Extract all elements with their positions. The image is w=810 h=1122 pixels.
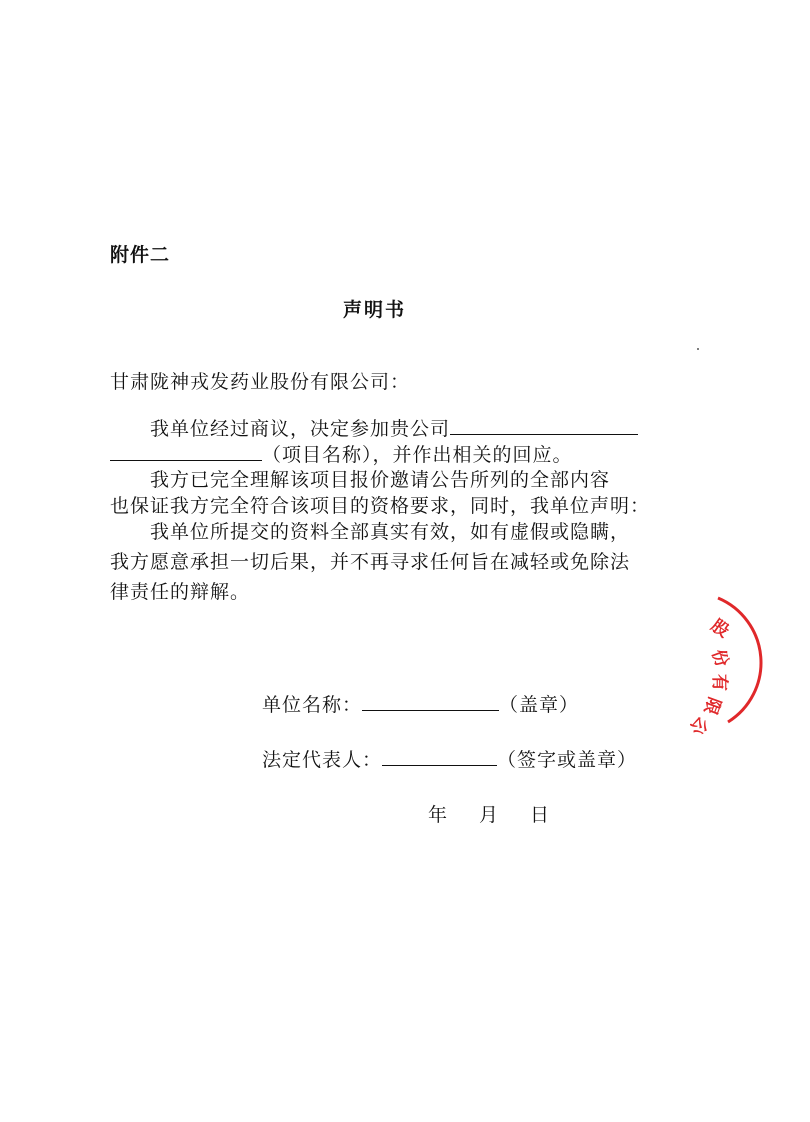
unit-name-blank xyxy=(362,692,499,711)
paragraph-2-line-1: 我方已完全理解该项目报价邀请公告所列的全部内容 xyxy=(150,469,611,491)
paragraph-3-line-2: 我方愿意承担一切后果，并不再寻求任何旨在减轻或免除法 xyxy=(110,551,631,573)
paragraph-1-text-b: （项目名称），并作出相关的回应。 xyxy=(262,444,573,466)
svg-text:公: 公 xyxy=(685,712,712,739)
date-day: 日 xyxy=(530,804,550,826)
seal-ring xyxy=(718,598,761,722)
unit-name-row xyxy=(262,690,579,717)
addressee: 甘肃陇神戎发药业股份有限公司： xyxy=(110,371,411,393)
unit-name-label: 单位名称： xyxy=(262,694,363,716)
annex-label: 附件二 xyxy=(110,244,171,266)
paragraph-1-text-a: 我单位经过商议，决定参加贵公司 xyxy=(150,418,451,440)
svg-text:股: 股 xyxy=(707,615,733,642)
date-row xyxy=(428,800,549,827)
paragraph-3-line-3: 律责任的辩解。 xyxy=(110,581,251,603)
unit-name-note: （盖章） xyxy=(499,694,580,716)
seal-lettering xyxy=(686,616,734,739)
legal-rep-label: 法定代表人： xyxy=(262,749,383,771)
company-seal-image xyxy=(685,590,810,739)
paragraph-1-line-1 xyxy=(150,416,638,441)
paragraph-3-line-1: 我单位所提交的资料全部真实有效，如有虚假或隐瞒， xyxy=(150,521,631,543)
date-month: 月 xyxy=(479,804,499,826)
project-blank-2 xyxy=(110,442,262,461)
legal-rep-row xyxy=(262,745,637,772)
paragraph-2-line-2: 也保证我方完全符合该项目的资格要求，同时，我单位声明： xyxy=(110,495,651,517)
project-blank-1 xyxy=(450,416,638,435)
document-title: 声明书 xyxy=(343,299,407,321)
paragraph-1-line-2 xyxy=(110,442,573,467)
scan-speck xyxy=(697,348,699,350)
date-year: 年 xyxy=(428,804,448,826)
svg-text:限: 限 xyxy=(699,694,725,718)
legal-rep-blank xyxy=(382,747,497,766)
svg-text:有: 有 xyxy=(709,674,729,691)
legal-rep-note: （签字或盖章） xyxy=(497,749,638,771)
svg-text:份: 份 xyxy=(707,646,732,670)
